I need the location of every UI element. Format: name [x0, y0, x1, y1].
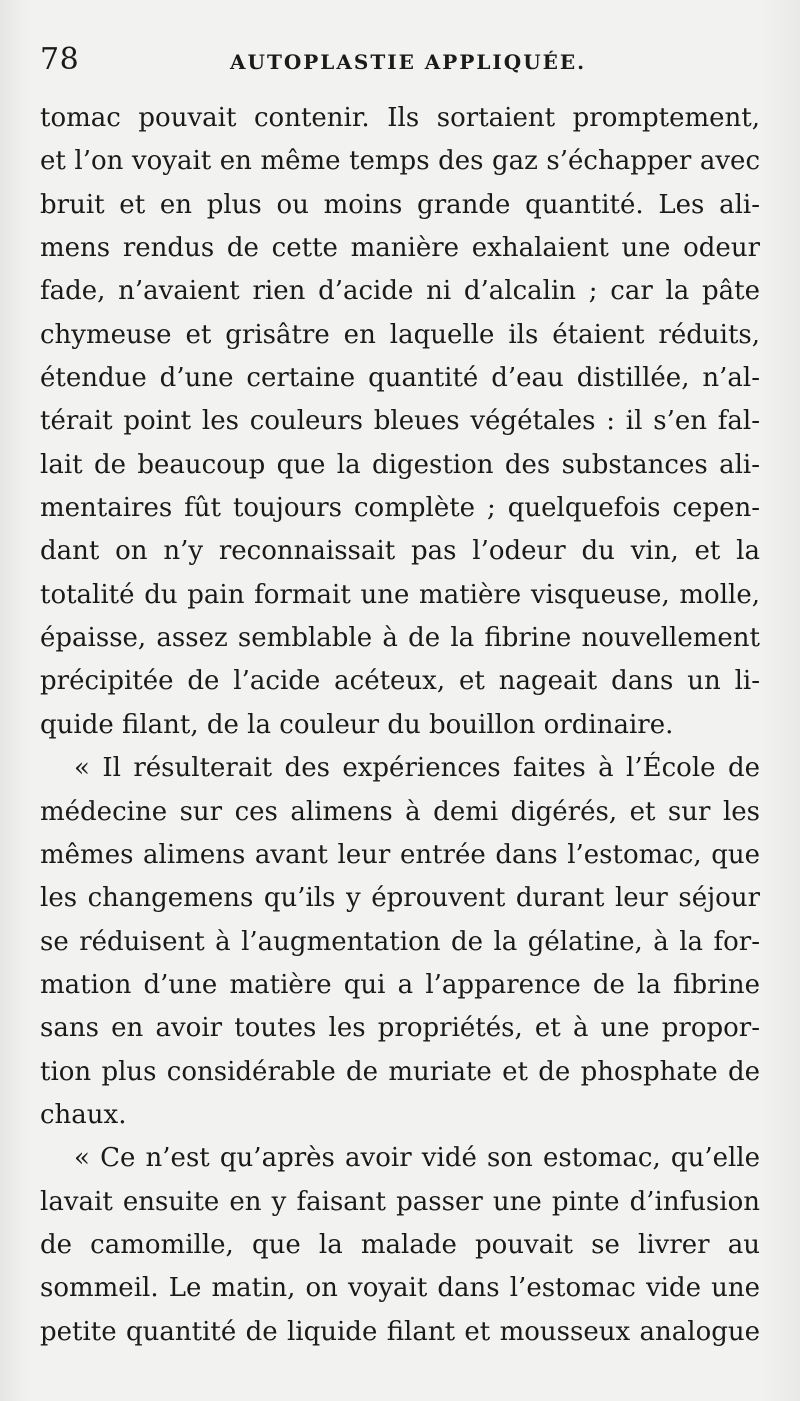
text-line: les changemens qu’ils y éprouvent durant leur séjour [40, 883, 760, 914]
paragraph-start-line: « Ce n’est qu’après avoir vidé son estomac, qu’elle [74, 1143, 760, 1174]
paragraph-end-line: quide filant, de la couleur du bouillon ordinaire. [40, 709, 674, 740]
text-line: et l’on voyait en même temps des gaz s’échapper avec [40, 146, 760, 177]
text-line: de camomille, que la malade pouvait se livrer au [40, 1229, 760, 1260]
text-line: mêmes alimens avant leur entrée dans l’estomac, que [40, 839, 760, 870]
text-line: épaisse, assez semblable à de la fibrine nouvellement [40, 623, 760, 654]
text-line: bruit et en plus ou moins grande quantité. Les ali- [40, 189, 760, 220]
page-header [40, 40, 760, 80]
text-line: fade, n’avaient rien d’acide ni d’alcalin ; car la pâte [40, 276, 760, 307]
page-number: 78 [40, 42, 80, 77]
paragraph-end-line: chaux. [40, 1099, 127, 1130]
text-line: mation d’une matière qui a l’apparence de la fibrine [40, 969, 760, 1000]
text-line: mentaires fût toujours complète ; quelquefois cepen- [40, 493, 760, 524]
text-line: tion plus considérable de muriate et de phosphate de [40, 1056, 760, 1087]
text-line: dant on n’y reconnaissait pas l’odeur du vin, et la [40, 536, 760, 567]
text-line: sans en avoir toutes les propriétés, et à une propor- [40, 1013, 760, 1044]
text-line: lait de beaucoup que la digestion des substances ali- [40, 449, 760, 480]
text-line: précipitée de l’acide acéteux, et nageait dans un li- [40, 666, 760, 697]
running-title: AUTOPLASTIE APPLIQUÉE. [230, 50, 587, 74]
text-line: lavait ensuite en y faisant passer une pinte d’infusion [40, 1186, 760, 1217]
text-line: petite quantité de liquide filant et mousseux analogue [40, 1316, 760, 1347]
text-line: étendue d’une certaine quantité d’eau distillée, n’al- [40, 363, 760, 394]
text-line: mens rendus de cette manière exhalaient une odeur [40, 233, 760, 264]
text-line: sommeil. Le matin, on voyait dans l’estomac vide une [40, 1273, 760, 1304]
text-line: térait point les couleurs bleues végétales : il s’en fal- [40, 406, 760, 437]
text-line: tomac pouvait contenir. Ils sortaient promptement, [40, 103, 760, 133]
body-text [40, 97, 760, 1354]
text-line: se réduisent à l’augmentation de la gélatine, à la for- [40, 926, 760, 957]
text-line: médecine sur ces alimens à demi digérés, et sur les [40, 796, 760, 827]
paragraph-start-line: « Il résulterait des expériences faites à l’École de [74, 753, 760, 784]
text-line: totalité du pain formait une matière visqueuse, molle, [40, 579, 760, 610]
text-line: chymeuse et grisâtre en laquelle ils étaient réduits, [40, 319, 760, 350]
